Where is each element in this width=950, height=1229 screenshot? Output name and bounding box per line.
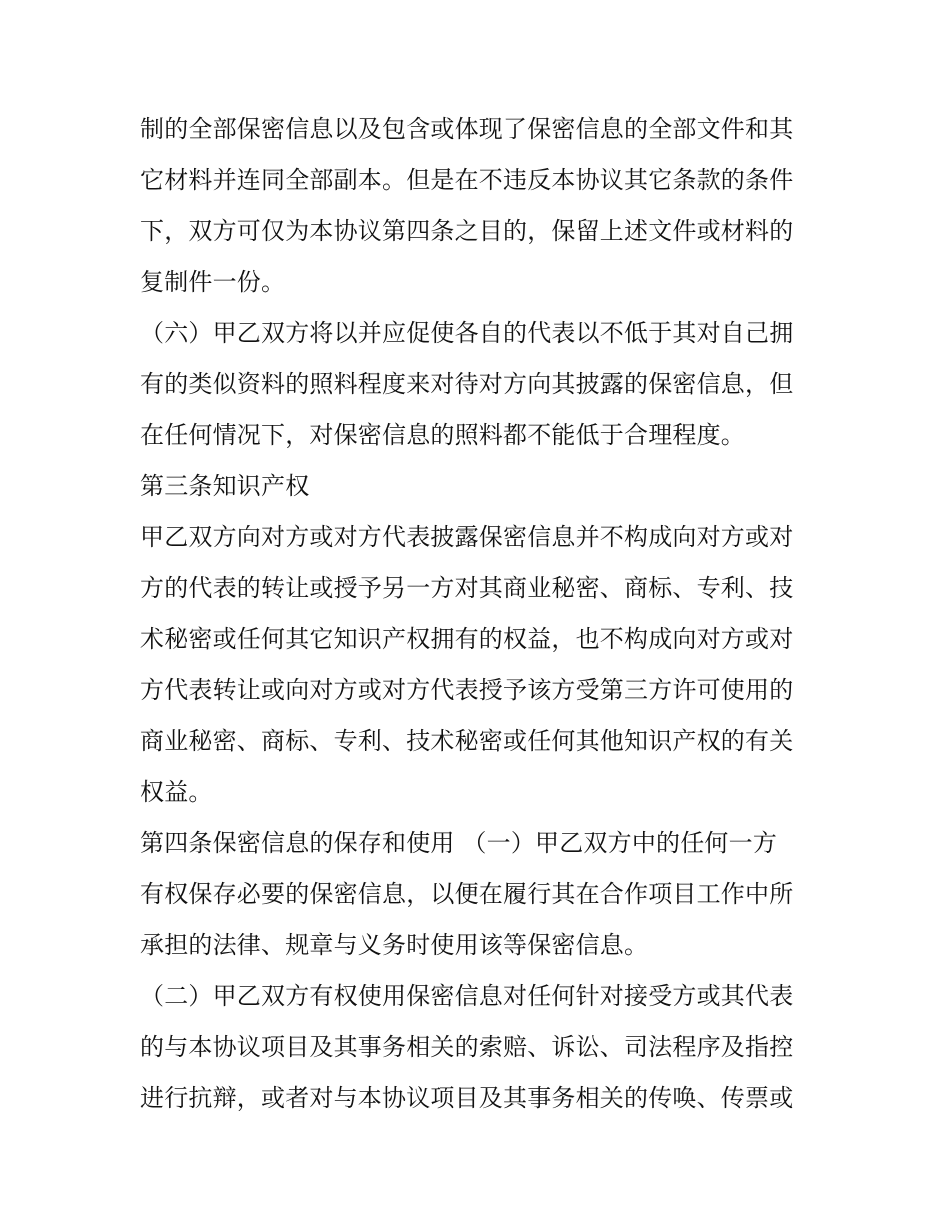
section-heading: 第三条知识产权 [140, 472, 310, 500]
text-line: 有权保存必要的保密信息，以便在履行其在合作项目工作中所 [140, 880, 794, 908]
text-line: 商业秘密、商标、专利、技术秘密或任何其他知识产权的有关 [140, 727, 794, 755]
text-line: 下，双方可仅为本协议第四条之目的，保留上述文件或材料的 [140, 217, 794, 245]
text-line: 进行抗辩，或者对与本协议项目及其事务相关的传唤、传票或 [140, 1084, 794, 1112]
text-line: 术秘密或任何其它知识产权拥有的权益，也不构成向对方或对 [140, 625, 794, 653]
section-heading: 第四条保密信息的保存和使用 （一）甲乙双方中的任何一方 [140, 829, 778, 857]
text-line: 甲乙双方向对方或对方代表披露保密信息并不构成向对方或对 [140, 523, 794, 551]
text-line: （六）甲乙双方将以并应促使各自的代表以不低于其对自己拥 [140, 319, 794, 347]
text-line: 方的代表的转让或授予另一方对其商业秘密、商标、专利、技 [140, 574, 794, 602]
text-line: 的与本协议项目及其事务相关的索赔、诉讼、司法程序及指控 [140, 1033, 794, 1061]
text-line: 复制件一份。 [140, 268, 286, 296]
text-line: 它材料并连同全部副本。但是在不违反本协议其它条款的条件 [140, 166, 794, 194]
text-line: 方代表转让或向对方或对方代表授予该方受第三方许可使用的 [140, 676, 794, 704]
document-body [140, 104, 820, 1124]
text-line: 承担的法律、规章与义务时使用该等保密信息。 [140, 931, 649, 959]
text-line: 在任何情况下，对保密信息的照料都不能低于合理程度。 [140, 421, 745, 449]
text-line: （二）甲乙双方有权使用保密信息对任何针对接受方或其代表 [140, 982, 794, 1010]
text-line: 制的全部保密信息以及包含或体现了保密信息的全部文件和其 [140, 115, 794, 143]
text-line: 权益。 [140, 778, 213, 806]
text-line: 有的类似资料的照料程度来对待对方向其披露的保密信息，但 [140, 370, 794, 398]
